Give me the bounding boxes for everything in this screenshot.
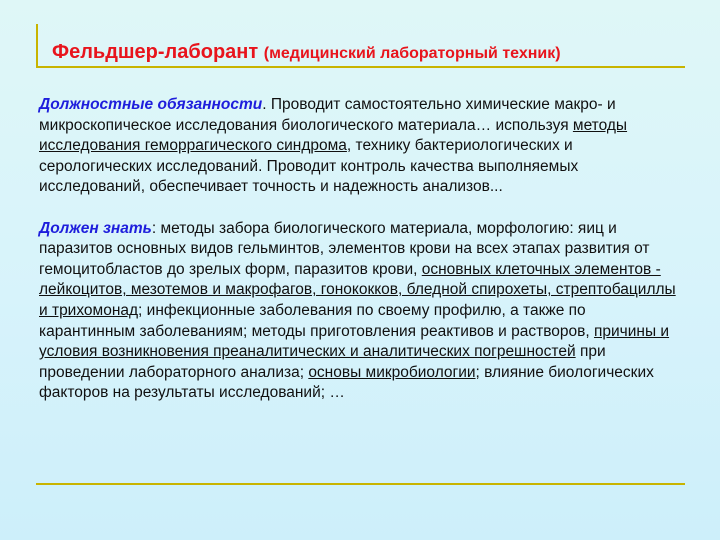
knowledge-paragraph bbox=[39, 219, 684, 404]
title-subtitle: (медицинский лабораторный техник) bbox=[263, 45, 561, 62]
knowledge-label: Должен знать bbox=[39, 219, 152, 237]
duties-paragraph bbox=[39, 95, 684, 198]
knowledge-link-analytical-errors[interactable]: причины и условия возникновения преаналитических и аналитических погрешностей bbox=[39, 322, 670, 361]
title-main: Фельдшер-лаборант bbox=[52, 41, 259, 63]
slide-title bbox=[52, 40, 692, 66]
knowledge-text-3: при проведении лабораторного анализа; bbox=[39, 343, 606, 381]
knowledge-link-microbiology[interactable]: основы микробиологии bbox=[308, 363, 476, 381]
footer-rule bbox=[36, 483, 685, 485]
knowledge-text-2: ; инфекционные заболевания по своему профилю, а также по карантинным заболеваниям; методы приготовления реактивов и растворов, bbox=[39, 301, 594, 340]
duties-link-hemorrhagic-methods[interactable]: методы исследования геморрагического синдрома bbox=[39, 116, 628, 155]
duties-label: Должностные обязанности bbox=[39, 96, 263, 113]
duties-text-1: . Проводит самостоятельно химические макро- и микроскопическое исследования биологического материала… используя bbox=[39, 96, 616, 134]
title-bottom-rule bbox=[36, 66, 685, 68]
knowledge-text-1: : методы забора биологического материала, морфологию: яиц и паразитов основных видов гельминтов, элементов крови на всех этапах развития от гемоцитобластов до зрелых форм, паразитов крови, bbox=[39, 219, 650, 278]
title-left-rule bbox=[36, 24, 38, 67]
duties-text-2: , технику бактериологических и серологических исследований. Проводит контроль качества выполняемых исследований, обеспечивает точность и надежность анализов... bbox=[39, 137, 579, 196]
knowledge-text-4: ; влияние биологических факторов на результаты исследований; … bbox=[39, 363, 654, 402]
knowledge-link-cell-elements[interactable]: основных клеточных элементов - лейкоцитов, мезотемов и макрофагов, гонококков, бледной спирохеты, стрептобациллы и трихомонад bbox=[39, 260, 676, 319]
slide-body bbox=[39, 95, 684, 404]
